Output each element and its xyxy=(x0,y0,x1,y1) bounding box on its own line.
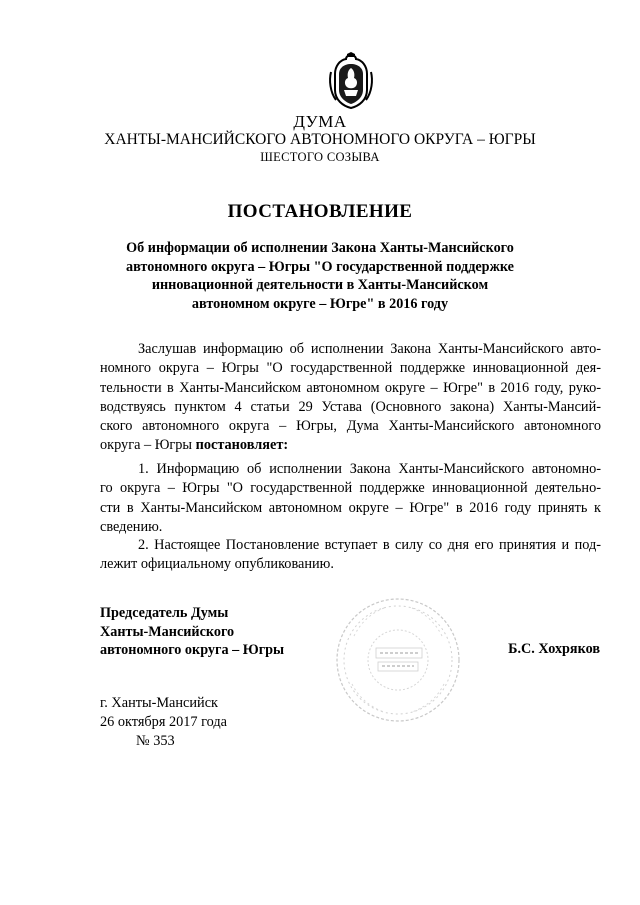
signatory-title-line: Ханты-Мансийского xyxy=(100,623,235,640)
signatory-name: Б.С. Хохряков xyxy=(508,641,600,657)
convocation-title: ШЕСТОГО СОЗЫВА xyxy=(260,150,380,164)
paragraph-line: сти в Ханты-Мансийском автономном округе – Югре" в 2016 году принять к xyxy=(100,499,601,516)
preamble-paragraph xyxy=(100,340,601,456)
coat-of-arms-icon xyxy=(326,52,376,110)
official-seal-stamp xyxy=(334,596,462,724)
paragraph-line: го округа – Югры "О государственной поддержке инновационной деятельно- xyxy=(100,480,601,497)
document-date: 26 октября 2017 года xyxy=(100,714,228,730)
paragraph-text: округа – Югры xyxy=(100,437,196,454)
signatory-title-line: Председатель Думы xyxy=(100,605,229,621)
document-subject xyxy=(0,239,640,313)
duma-title: ДУМА xyxy=(293,112,347,131)
document-type-heading: ПОСТАНОВЛЕНИЕ xyxy=(227,201,413,222)
city: г. Ханты-Мансийск xyxy=(100,695,218,711)
paragraph-line: ского автономного округа – Югры, Дума Ханты-Мансийского автономного xyxy=(100,418,601,435)
okrug-title: ХАНТЫ-МАНСИЙСКОГО АВТОНОМНОГО ОКРУГА – ЮГРЫ xyxy=(104,131,536,148)
paragraph-line xyxy=(100,436,601,455)
subject-line: автономном округе – Югре" в 2016 году xyxy=(191,295,449,312)
paragraph-line: номного округа – Югры "О государственной поддержке инновационной дея- xyxy=(100,360,601,377)
resolution-item-1 xyxy=(100,460,601,537)
paragraph-line: 1. Информацию об исполнении Закона Ханты-Мансийского автономно- xyxy=(138,461,601,477)
subject-line: автономного округа – Югры "О государственной поддержке xyxy=(126,258,514,275)
subject-line: инновационной деятельности в Ханты-Мансийском xyxy=(151,277,489,294)
paragraph-line: сведению. xyxy=(100,518,163,535)
paragraph-line: лежит официальному опубликованию. xyxy=(100,556,334,573)
resolution-item-2 xyxy=(100,536,601,575)
paragraph-line: 2. Настоящее Постановление вступает в силу со дня его принятия и под- xyxy=(138,537,601,553)
document-number: № 353 xyxy=(136,733,175,749)
place-date-number xyxy=(100,694,227,751)
paragraph-line: водствуясь пунктом 4 статьи 29 Устава (Основного закона) Ханты-Мансий- xyxy=(100,398,601,415)
signatory-title xyxy=(100,604,284,660)
resolves-keyword: постановляет: xyxy=(195,437,289,454)
signatory-title-line: автономного округа – Югры xyxy=(100,642,285,659)
paragraph-line: Заслушав информацию об исполнении Закона Ханты-Мансийского авто- xyxy=(138,341,601,357)
subject-line: Об информации об исполнении Закона Ханты-Мансийского xyxy=(126,240,514,256)
paragraph-line: тельности в Ханты-Мансийском автономном округе – Югре" в 2016 году, руко- xyxy=(100,379,601,396)
